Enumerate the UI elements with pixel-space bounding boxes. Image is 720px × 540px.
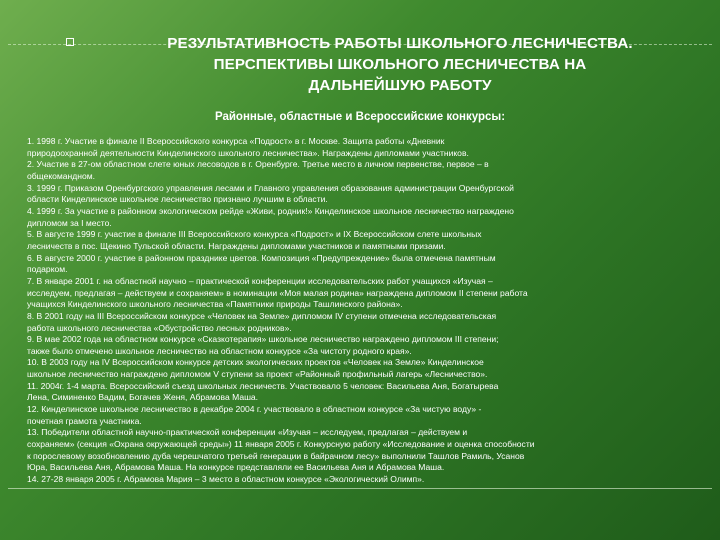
- body-text-line: исследуем, предлагая – действуем и сохраняем» в номинации «Моя малая родина» награждена дипломом II степени работа: [27, 287, 528, 298]
- body-text-line: Юра, Васильева Аня, Абрамова Маша. На конкурсе представляли ее Васильева Аня и Абрамова Маша.: [27, 462, 445, 473]
- body-text-line: 2. Участие в 27-ом областном слете юных лесоводов в г. Оренбурге. Третье место в личном первенстве, первое – в: [27, 159, 489, 170]
- bottom-decorative-line: [8, 488, 712, 489]
- body-text-line: 13. Победители областной научно-практической конференции «Изучая – исследуем, предлагая – действуем и: [27, 427, 468, 438]
- body-text-line: природоохранной деятельности Кинделинского школьного лесничества». Награждены дипломами участников.: [27, 147, 469, 158]
- body-text-line: почетная грамота участника.: [27, 415, 142, 426]
- body-text-line: учащихся Кинделинского школьного лесничества «Памятники природы Ташлинского района».: [27, 299, 403, 310]
- body-text-line: подарком.: [27, 264, 68, 275]
- body-text: [27, 136, 694, 486]
- slide-title-line: РЕЗУЛЬТАТИВНОСТЬ РАБОТЫ ШКОЛЬНОГО ЛЕСНИЧЕСТВА.: [167, 35, 633, 52]
- body-text-line: 5. В августе 1999 г. участие в финале III Всероссийского конкурса «Подрост» и IX Всероссийском слете школьных: [27, 229, 482, 240]
- body-text-line: 14. 27-28 января 2005 г. Абрамова Мария – 3 место в областном конкурсе «Экологический Олимп».: [27, 474, 425, 485]
- body-text-line: 4. 1999 г. За участие в районном экологическом рейде «Живи, родник!» Кинделинское школьное лесничество награждено: [27, 205, 514, 216]
- slide-subtitle: Районные, областные и Всероссийские конкурсы:: [214, 111, 506, 123]
- body-text-line: работа школьного лесничества «Обустройство лесных родников».: [27, 322, 292, 333]
- body-text-line: 6. В августе 2000 г. участие в районном празднике цветов. Композиция «Предупреждение» была отмечена памятным: [27, 252, 496, 263]
- body-text-line: школьное лесничество награждено дипломом V ступени за проект «Районный профильный лагерь «Лесничество».: [27, 369, 488, 380]
- body-text-line: к порослевому возобновлению дуба черешчатого третьей генерации в байрачном лесу» выполнили Ташлов Рамиль, Усанов: [27, 450, 525, 461]
- body-text-line: также было отмечено школьное лесничество на областном конкурсе «За чистоту родного края».: [27, 345, 412, 356]
- body-text-line: 11. 2004г. 1-4 марта. Всероссийский съезд школьных лесничеств. Участвовало 5 человек: Васильева Аня, Богатырева: [27, 380, 499, 391]
- body-text-line: 7. В январе 2001 г. на областной научно – практической конференции исследовательских работ учащихся «Изучая –: [27, 275, 493, 286]
- body-text-line: 10. В 2003 году на IV Всероссийском конкурсе детских экологических проектов «Человек на Земле» Кинделинское: [27, 357, 484, 368]
- body-text-line: 9. В мае 2002 года на областном конкурсе «Сказкотерапия» школьное лесничество награждено дипломом III степени;: [27, 334, 499, 345]
- body-text-line: 8. В 2001 году на III Всероссийском конкурсе «Человек на Земле» дипломом IV ступени отмечена исследовательская: [27, 310, 497, 321]
- body-text-line: лесничеств в пос. Щекино Тульской области. Награждены дипломами участников и памятными призами.: [27, 240, 446, 251]
- body-text-line: Лена, Симиненко Вадим, Богачев Женя, Абрамова Маша.: [27, 392, 259, 403]
- title-bullet-icon: [66, 38, 74, 46]
- slide-title: [80, 33, 720, 96]
- body-text-line: сохраняем» (секция «Охрана окружающей среды») 11 января 2005 г. Конкурсную работу «Исследование и оценка способности: [27, 439, 535, 450]
- slide-title-line: ПЕРСПЕКТИВЫ ШКОЛЬНОГО ЛЕСНИЧЕСТВА НА: [213, 56, 587, 73]
- body-text-line: общекомандном.: [27, 170, 95, 181]
- body-text-line: 12. Кинделинское школьное лесничество в декабре 2004 г. участвовало в областном конкурсе «За чистую воду» -: [27, 404, 482, 415]
- body-text-line: 1. 1998 г. Участие в финале II Всероссийского конкурса «Подрост» в г. Москве. Защита работы «Дневник: [27, 136, 445, 146]
- body-text-line: дипломом за I место.: [27, 217, 112, 228]
- body-text-line: области Кинделинское школьное лесничество признано лучшим в области.: [27, 194, 328, 205]
- slide-title-line: ДАЛЬНЕЙШУЮ РАБОТУ: [308, 77, 492, 94]
- body-text-line: 3. 1999 г. Приказом Оренбургского управления лесами и Главного управления образования администрации Оренбургской: [27, 182, 514, 193]
